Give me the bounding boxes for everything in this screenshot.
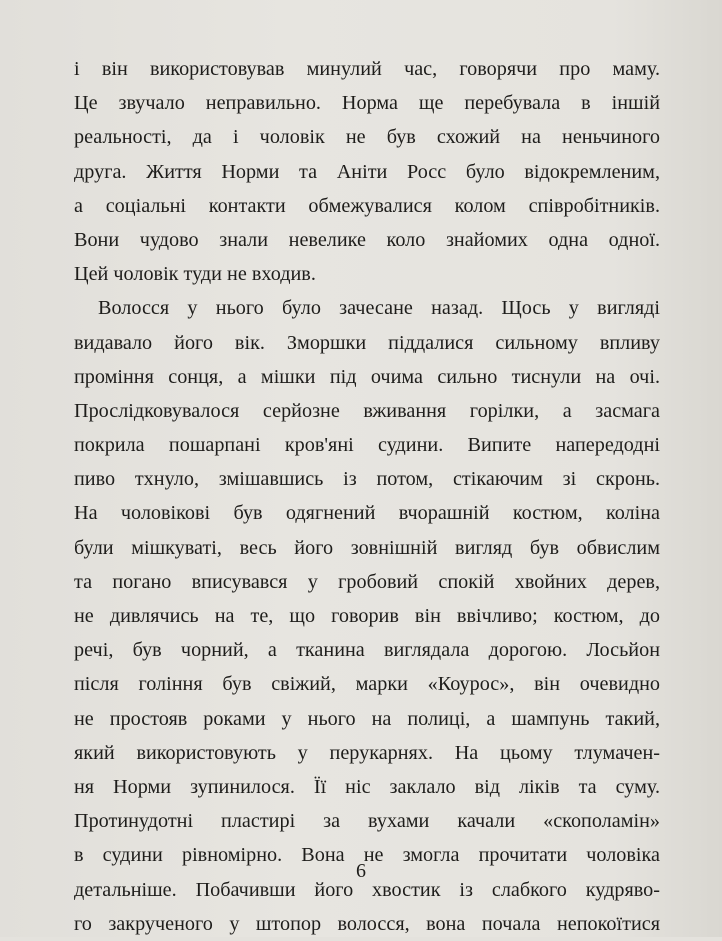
text-line: Це звучало неправильно. Норма ще перебувала в іншій [74,92,660,115]
paragraph-1 [74,52,660,291]
text-line: Протинудотні пластирі за вухами качали «скополамін» [74,810,660,833]
text-line: Цей чоловік туди не входив. [74,263,316,286]
text-line: детальніше. Побачивши його хвостик із слабкого кудряво- [74,878,660,901]
text-line: видавало його вік. Зморшки піддалися сильному впливу [74,331,660,354]
text-line: були мішкуваті, весь його зовнішній вигляд був обвислим [74,536,660,559]
text-line: речі, був чорний, а тканина виглядала дорогою. Лосьйон [74,639,660,662]
text-line: Прослідковувалося серйозне вживання горілки, а засмага [74,399,660,422]
text-line: не дивлячись на те, що говорив він ввічливо; костюм, до [74,605,660,627]
text-line: в судини рівномірно. Вона не змогла прочитати чоловіка [74,844,660,867]
text-line: друга. Життя Норми та Аніти Росс було відокремленим, [74,160,660,183]
text-line: го закрученого у штопор волосся, вона почала непокоїтися [74,912,660,935]
text-line: проміння сонця, а мішки під очима сильно тиснули на очі. [74,365,660,388]
text-line: На чоловікові був одягнений вчорашній костюм, коліна [74,502,660,525]
text-line: а соціальні контакти обмежувалися колом співробітників. [74,194,660,217]
text-line: Вони чудово знали невелике коло знайомих одна одної. [74,228,660,251]
text-line: Волосся у нього було зачесане назад. Щось у вигляді [98,297,660,320]
body-text [74,52,660,941]
text-line: і він використовував минулий час, говорячи про маму. [74,58,660,80]
paragraph-2 [74,291,660,941]
text-line: не простояв роками у нього на полиці, а шампунь такий, [74,707,660,730]
text-line: пиво тхнуло, змішавшись із потом, стікаючим зі скронь. [74,468,660,491]
page-number: 6 [356,860,366,882]
text-line: покрила пошарпані кров'яні судини. Випите напередодні [74,434,660,457]
text-line: який використовують у перукарнях. На цьому тлумачен- [74,741,660,764]
text-line: та погано вписувався у гробовий спокій хвойних дерев, [74,570,660,593]
text-line: ня Норми зупинилося. Її ніс заклало від ліків та суму. [74,775,660,798]
text-line: реальності, да і чоловік не був схожий на неньчиного [74,126,660,149]
text-line: після гоління був свіжий, марки «Коурос», він очевидно [74,673,660,696]
